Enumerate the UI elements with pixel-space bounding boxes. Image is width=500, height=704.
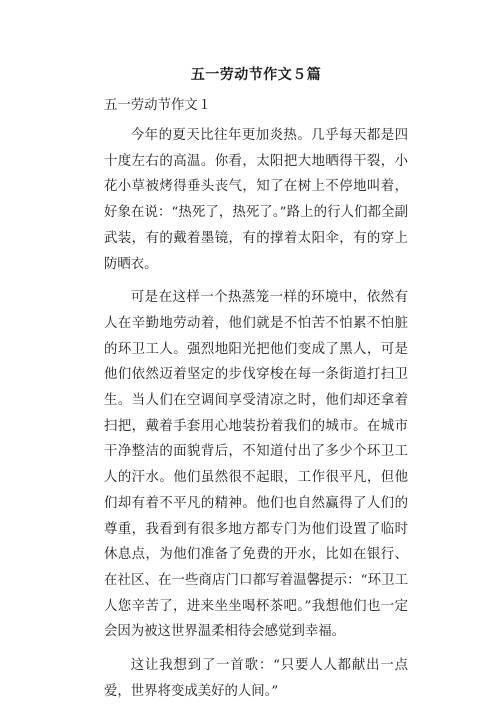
paragraph-3: 这让我想到了一首歌：“只要人人都献出一点爱，世界将变成美好的人间。” [104, 658, 408, 699]
document-title: 五一劳动节作文５篇 [190, 67, 322, 83]
essay-subtitle: 五一劳动节作文１ [104, 98, 212, 113]
paragraph-1: 今年的夏天比往年更加炎热。几乎每天都是四十度左右的高温。你看，太阳把大地晒得干裂，小花小草被烤得垂头丧气，知了在树上不停地叫着，好象在说：“热死了，热死了。”路上的行人们都全副武装，有的戴着墨镜，有的撑着太阳伞，有的穿上防晒衣。 [104, 128, 408, 272]
paragraph-2: 可是在这样一个热蒸笼一样的环境中，依然有人在辛勤地劳动着，他们就是不怕苦不怕累不怕脏的环卫工人。强烈地阳光把他们变成了黑人，可是他们依然迈着坚定的步伐穿梭在每一条街道打扫卫生。当人们在空调间享受清凉之时，他们却还拿着扫把，戴着手套用心地装扮着我们的城市。在城市干净整洁的面貌背后，不知道付出了多少个环卫工人的汗水。他们虽然很不起眼，工作很平凡，但他们却有着不平凡的精神。他们也自然赢得了人们的尊重，我看到有很多地方都专门为他们设置了临时休息点，为他们准备了免费的开水，比如在银行、在社区、在一些商店门口都写着温馨提示：“环卫工人您辛苦了，进来坐坐喝杯茶吧。”我想他们也一定会因为被这世界温柔相待会感觉到幸福。 [104, 290, 408, 640]
